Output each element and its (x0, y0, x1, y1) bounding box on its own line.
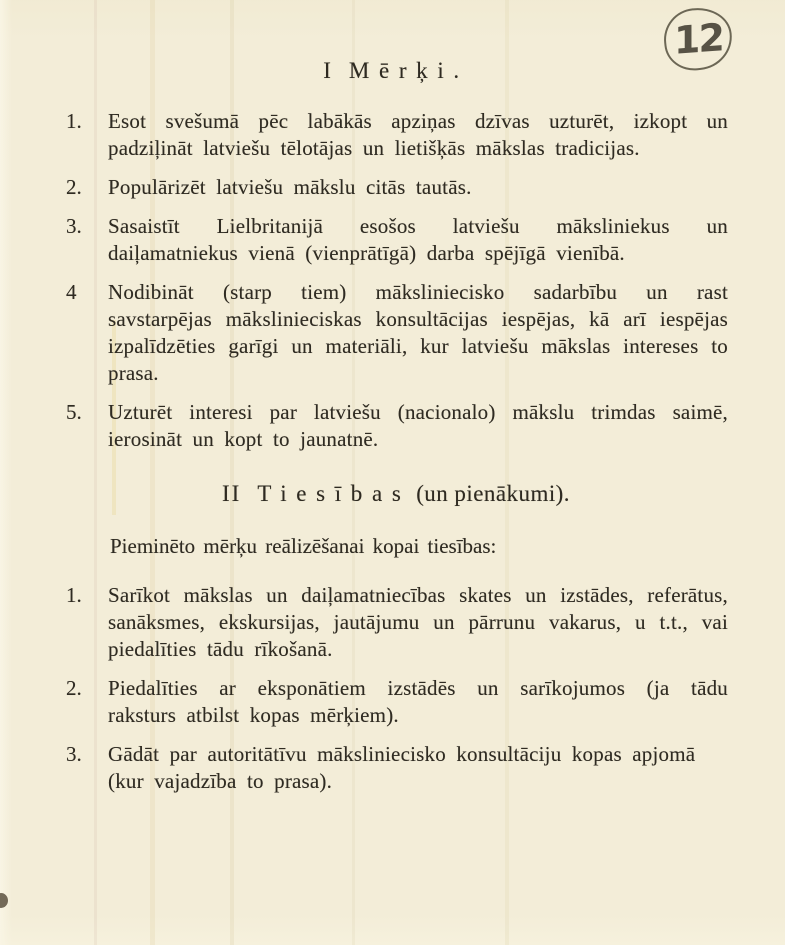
item-text: Sasaistīt Lielbritanijā esošos latviešu māksliniekus un daiļamatniekus vienā (vienprātīgā) darba spējīgā vienībā. (108, 214, 728, 265)
section-1-title: Mērķi. (348, 58, 469, 83)
list-item (64, 582, 728, 663)
list-item (64, 741, 728, 795)
ink-blot (0, 893, 8, 908)
list-item (64, 399, 728, 453)
item-number: 3. (66, 742, 82, 766)
item-text: Populārizēt latviešu mākslu citās tautās. (108, 175, 472, 199)
document-content (64, 58, 728, 807)
list-item (64, 174, 728, 201)
section-2-intro: Pieminēto mērķu reālizēšanai kopai tiesības: (110, 534, 497, 558)
section-2-title: Tiesības (257, 481, 411, 506)
item-text: Gādāt par autoritātīvu māksliniecisko konsultāciju kopas apjomā (kur vajadzība to prasa). (108, 742, 696, 793)
item-text: Uzturēt interesi par latviešu (nacionalo) mākslu trimdas saimē, ierosināt un kopt to jaunatnē. (108, 400, 728, 451)
section-2-numeral: II (221, 481, 242, 506)
item-text: Esot svešumā pēc labākās apziņas dzīvas uzturēt, izkopt un padziļināt latviešu tēlotājas un lietišķās mākslas tradicijas. (108, 109, 728, 160)
item-number: 1. (66, 583, 82, 607)
item-number: 2. (66, 175, 82, 199)
item-number: 2. (66, 676, 82, 700)
item-text: Piedalīties ar eksponātiem izstādēs un sarīkojumos (ja tādu raksturs atbilst kopas mērķiem). (108, 676, 728, 727)
item-number: 4 (66, 280, 77, 304)
list-item (64, 213, 728, 267)
section-1-heading (64, 58, 728, 84)
section-2-heading (64, 481, 728, 507)
list-item (64, 108, 728, 162)
item-text: Nodibināt (starp tiem) māksliniecisko sadarbību un rast savstarpējas mākslinieciskas konsultācijas iespējas, kā arī iespējas izpalīdzēties garīgi un materiāli, kur latviešu mākslas intereses to prasa. (108, 280, 728, 385)
section-1-numeral: I (323, 58, 333, 83)
section-2-title-suffix: (un pienākumi). (416, 481, 570, 506)
page-number: 12 (673, 15, 723, 63)
item-number: 5. (66, 400, 82, 424)
item-text: Sarīkot mākslas un daiļamatniecības skates un izstādes, referātus, sanāksmes, ekskursijas, jautājumu un pārrunu vakarus, u t.t., vai piedalīties tādu rīkošanā. (108, 583, 728, 661)
list-item (64, 279, 728, 387)
list-item (64, 675, 728, 729)
item-number: 1. (66, 109, 82, 133)
item-number: 3. (66, 214, 82, 238)
